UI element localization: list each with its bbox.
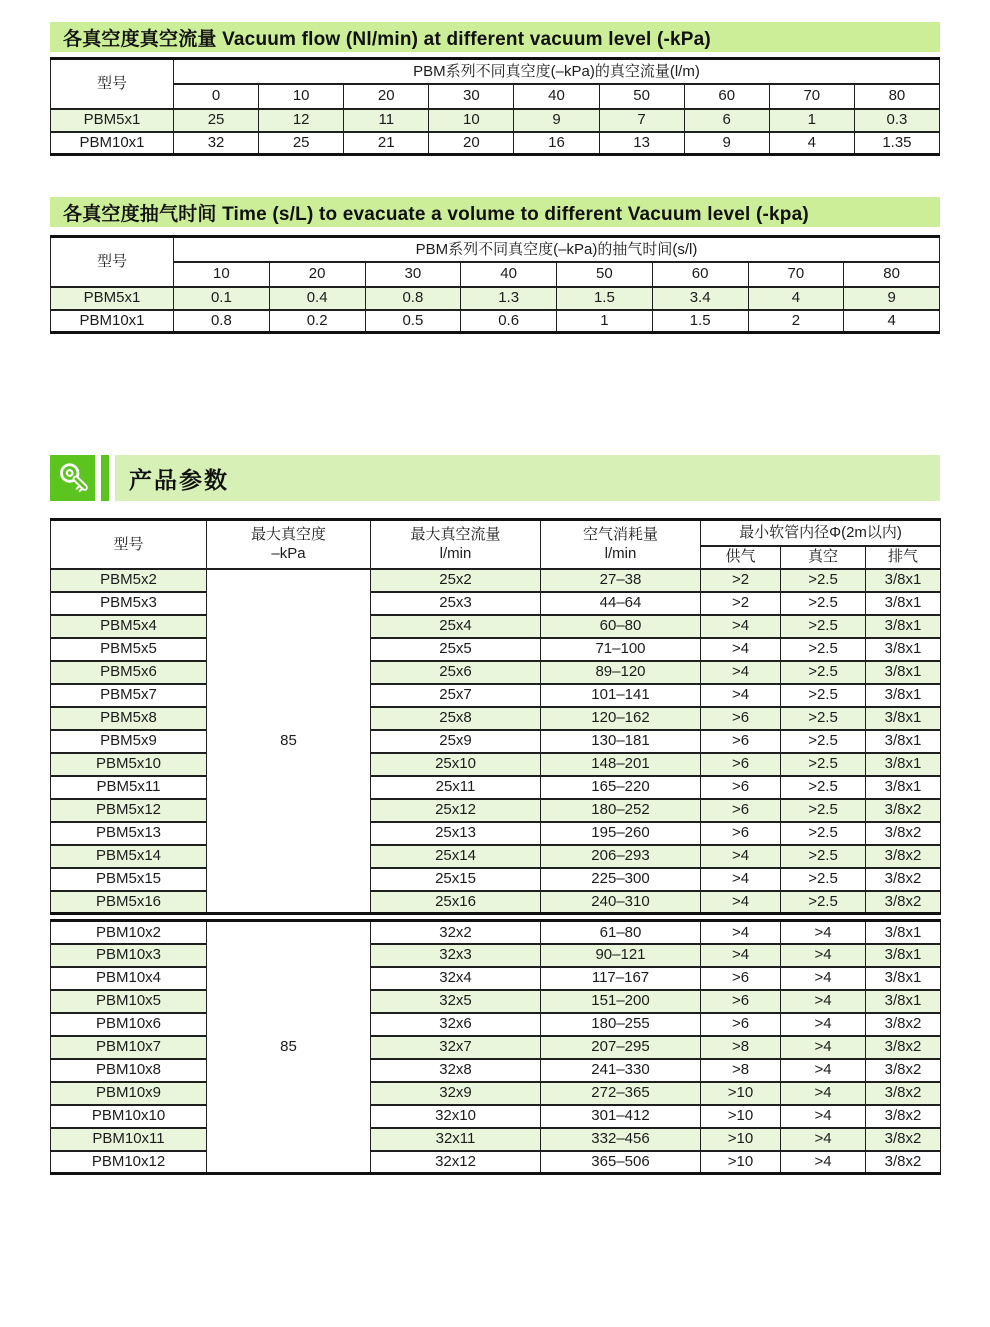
value-cell: >2.5 bbox=[781, 822, 866, 845]
vacuum-level-header: 40 bbox=[461, 262, 557, 287]
value-cell: >10 bbox=[701, 1105, 781, 1128]
value-cell: 0.8 bbox=[174, 310, 270, 333]
model-cell: PBM5x1 bbox=[51, 287, 174, 310]
value-cell: 32x12 bbox=[371, 1151, 541, 1174]
table-row bbox=[51, 753, 941, 776]
time-section-title: 各真空度抽气时间 Time (s/L) to evacuate a volume to different Vacuum level (-kpa) bbox=[50, 197, 940, 227]
value-cell: 6 bbox=[684, 109, 769, 132]
table-row bbox=[51, 967, 941, 990]
value-cell: 12 bbox=[259, 109, 344, 132]
value-cell: >2.5 bbox=[781, 684, 866, 707]
value-cell: 3/8x1 bbox=[866, 707, 941, 730]
value-cell: 272–365 bbox=[541, 1082, 701, 1105]
product-params-label-bar bbox=[115, 455, 940, 501]
value-cell: >6 bbox=[701, 1013, 781, 1036]
value-cell: >4 bbox=[781, 944, 866, 967]
table-row bbox=[51, 1105, 941, 1128]
value-cell: >6 bbox=[701, 730, 781, 753]
table-row bbox=[51, 638, 941, 661]
table-row bbox=[51, 891, 941, 914]
value-cell: 3/8x1 bbox=[866, 592, 941, 615]
value-cell: >2.5 bbox=[781, 661, 866, 684]
value-cell: 11 bbox=[344, 109, 429, 132]
value-cell: 3/8x1 bbox=[866, 569, 941, 592]
value-cell: >4 bbox=[701, 615, 781, 638]
value-cell: >4 bbox=[781, 1059, 866, 1082]
value-cell: >10 bbox=[701, 1128, 781, 1151]
value-cell: 3/8x1 bbox=[866, 661, 941, 684]
value-cell: 32x2 bbox=[371, 921, 541, 944]
vacuum-level-header: 70 bbox=[769, 84, 854, 109]
model-cell: PBM5x11 bbox=[51, 776, 207, 799]
value-cell: 0.1 bbox=[174, 287, 270, 310]
value-cell: 25x10 bbox=[371, 753, 541, 776]
value-cell: 25x11 bbox=[371, 776, 541, 799]
value-cell: 25x14 bbox=[371, 845, 541, 868]
value-cell: 20 bbox=[429, 132, 514, 155]
value-cell: >4 bbox=[781, 1082, 866, 1105]
value-cell: 3/8x1 bbox=[866, 921, 941, 944]
value-cell: >2.5 bbox=[781, 891, 866, 914]
model-cell: PBM5x8 bbox=[51, 707, 207, 730]
value-cell: 225–300 bbox=[541, 868, 701, 891]
model-cell: PBM5x12 bbox=[51, 799, 207, 822]
model-cell: PBM10x2 bbox=[51, 921, 207, 944]
value-cell: >2.5 bbox=[781, 592, 866, 615]
table-row bbox=[51, 1059, 941, 1082]
value-cell: >2.5 bbox=[781, 799, 866, 822]
value-cell: >6 bbox=[701, 799, 781, 822]
vacuum-level-header: 80 bbox=[854, 84, 939, 109]
value-cell: 4 bbox=[769, 132, 854, 155]
value-cell: 3/8x2 bbox=[866, 845, 941, 868]
value-cell: 89–120 bbox=[541, 661, 701, 684]
value-cell: 206–293 bbox=[541, 845, 701, 868]
value-cell: 25x6 bbox=[371, 661, 541, 684]
value-cell: 32x11 bbox=[371, 1128, 541, 1151]
value-cell: 32x10 bbox=[371, 1105, 541, 1128]
value-cell: >4 bbox=[701, 868, 781, 891]
value-cell: 9 bbox=[514, 109, 599, 132]
product-params-section-header bbox=[50, 455, 940, 501]
model-cell: PBM10x6 bbox=[51, 1013, 207, 1036]
model-cell: PBM5x9 bbox=[51, 730, 207, 753]
value-cell: 117–167 bbox=[541, 967, 701, 990]
vacuum-level-header: 20 bbox=[344, 84, 429, 109]
vacuum-level-header: 30 bbox=[429, 84, 514, 109]
value-cell: 21 bbox=[344, 132, 429, 155]
air-consumption-header: 空气消耗量 l/min bbox=[541, 520, 701, 569]
model-cell: PBM5x13 bbox=[51, 822, 207, 845]
product-params-title: 产品参数 bbox=[129, 466, 229, 493]
value-cell: >4 bbox=[701, 921, 781, 944]
value-cell: >4 bbox=[781, 1128, 866, 1151]
vacuum-level-header: 10 bbox=[174, 262, 270, 287]
table-row bbox=[51, 661, 941, 684]
value-cell: 25x15 bbox=[371, 868, 541, 891]
value-cell: >2.5 bbox=[781, 569, 866, 592]
value-cell: 3/8x2 bbox=[866, 1013, 941, 1036]
value-cell: 9 bbox=[844, 287, 940, 310]
value-cell: >4 bbox=[781, 1036, 866, 1059]
value-cell: >6 bbox=[701, 776, 781, 799]
value-cell: 3/8x1 bbox=[866, 615, 941, 638]
table-row bbox=[51, 799, 941, 822]
vacuum-level-header: 0 bbox=[174, 84, 259, 109]
model-column-header: 型号 bbox=[51, 59, 174, 109]
vacuum-level-header: 70 bbox=[748, 262, 844, 287]
divider-bar bbox=[101, 455, 109, 501]
value-cell: >4 bbox=[701, 684, 781, 707]
exhaust-header: 排气 bbox=[866, 546, 941, 569]
value-cell: 4 bbox=[844, 310, 940, 333]
value-cell: >6 bbox=[701, 753, 781, 776]
model-cell: PBM10x4 bbox=[51, 967, 207, 990]
value-cell: 3/8x2 bbox=[866, 1036, 941, 1059]
value-cell: 101–141 bbox=[541, 684, 701, 707]
value-cell: 32x8 bbox=[371, 1059, 541, 1082]
value-cell: >10 bbox=[701, 1082, 781, 1105]
flow-span-header: PBM系列不同真空度(–kPa)的真空流量(l/m) bbox=[174, 59, 940, 84]
value-cell: 3.4 bbox=[652, 287, 748, 310]
table-row bbox=[51, 684, 941, 707]
model-cell: PBM5x1 bbox=[51, 109, 174, 132]
value-cell: >4 bbox=[781, 1105, 866, 1128]
value-cell: 9 bbox=[684, 132, 769, 155]
value-cell: 2 bbox=[748, 310, 844, 333]
value-cell: 3/8x2 bbox=[866, 1128, 941, 1151]
value-cell: 207–295 bbox=[541, 1036, 701, 1059]
evacuation-time-table bbox=[50, 235, 940, 334]
value-cell: 1.3 bbox=[461, 287, 557, 310]
table-row bbox=[51, 776, 941, 799]
supply-header: 供气 bbox=[701, 546, 781, 569]
value-cell: 60–80 bbox=[541, 615, 701, 638]
model-cell: PBM5x15 bbox=[51, 868, 207, 891]
value-cell: 32 bbox=[174, 132, 259, 155]
value-cell: 1.35 bbox=[854, 132, 939, 155]
model-cell: PBM10x12 bbox=[51, 1151, 207, 1174]
value-cell: 3/8x2 bbox=[866, 891, 941, 914]
value-cell: >4 bbox=[781, 990, 866, 1013]
flow-section-title: 各真空度真空流量 Vacuum flow (Nl/min) at different vacuum level (-kPa) bbox=[50, 22, 940, 52]
value-cell: 25x13 bbox=[371, 822, 541, 845]
vacuum-header: 真空 bbox=[781, 546, 866, 569]
table-row bbox=[51, 707, 941, 730]
value-cell: 0.6 bbox=[461, 310, 557, 333]
value-cell: 32x3 bbox=[371, 944, 541, 967]
value-cell: 25x8 bbox=[371, 707, 541, 730]
model-cell: PBM10x1 bbox=[51, 310, 174, 333]
value-cell: >4 bbox=[701, 661, 781, 684]
value-cell: 1.5 bbox=[652, 310, 748, 333]
model-cell: PBM5x6 bbox=[51, 661, 207, 684]
table-row bbox=[51, 1036, 941, 1059]
value-cell: 16 bbox=[514, 132, 599, 155]
value-cell: 180–255 bbox=[541, 1013, 701, 1036]
value-cell: 25 bbox=[259, 132, 344, 155]
value-cell: 25x12 bbox=[371, 799, 541, 822]
vacuum-level-header: 50 bbox=[557, 262, 653, 287]
value-cell: >4 bbox=[701, 845, 781, 868]
value-cell: 3/8x1 bbox=[866, 990, 941, 1013]
value-cell: >2 bbox=[701, 592, 781, 615]
max-flow-header: 最大真空流量 l/min bbox=[371, 520, 541, 569]
value-cell: 332–456 bbox=[541, 1128, 701, 1151]
table-row bbox=[51, 822, 941, 845]
value-cell: >4 bbox=[781, 1151, 866, 1174]
value-cell: 32x6 bbox=[371, 1013, 541, 1036]
value-cell: 32x5 bbox=[371, 990, 541, 1013]
value-cell: >2.5 bbox=[781, 615, 866, 638]
max-vacuum-header: 最大真空度 –kPa bbox=[207, 520, 371, 569]
table-row bbox=[51, 132, 940, 155]
value-cell: 25x4 bbox=[371, 615, 541, 638]
model-cell: PBM5x14 bbox=[51, 845, 207, 868]
model-cell: PBM10x3 bbox=[51, 944, 207, 967]
value-cell: 0.2 bbox=[269, 310, 365, 333]
vacuum-level-header: 80 bbox=[844, 262, 940, 287]
value-cell: 0.5 bbox=[365, 310, 461, 333]
max-vacuum-merged-cell: 85 bbox=[207, 921, 371, 1174]
value-cell: 32x4 bbox=[371, 967, 541, 990]
value-cell: >6 bbox=[701, 990, 781, 1013]
model-cell: PBM10x9 bbox=[51, 1082, 207, 1105]
value-cell: 32x9 bbox=[371, 1082, 541, 1105]
value-cell: 25x9 bbox=[371, 730, 541, 753]
product-params-table bbox=[50, 518, 941, 1175]
value-cell: 3/8x1 bbox=[866, 944, 941, 967]
value-cell: 25x5 bbox=[371, 638, 541, 661]
value-cell: >2.5 bbox=[781, 776, 866, 799]
value-cell: 13 bbox=[599, 132, 684, 155]
model-cell: PBM10x5 bbox=[51, 990, 207, 1013]
table-row bbox=[51, 845, 941, 868]
value-cell: 3/8x2 bbox=[866, 1105, 941, 1128]
model-cell: PBM10x7 bbox=[51, 1036, 207, 1059]
value-cell: 3/8x2 bbox=[866, 799, 941, 822]
value-cell: 151–200 bbox=[541, 990, 701, 1013]
value-cell: >6 bbox=[701, 967, 781, 990]
value-cell: 10 bbox=[429, 109, 514, 132]
value-cell: 27–38 bbox=[541, 569, 701, 592]
value-cell: 3/8x2 bbox=[866, 1151, 941, 1174]
value-cell: 3/8x1 bbox=[866, 730, 941, 753]
model-cell: PBM5x16 bbox=[51, 891, 207, 914]
table-row bbox=[51, 944, 941, 967]
value-cell: >4 bbox=[701, 638, 781, 661]
value-cell: 90–121 bbox=[541, 944, 701, 967]
vacuum-level-header: 50 bbox=[599, 84, 684, 109]
value-cell: 0.4 bbox=[269, 287, 365, 310]
value-cell: 61–80 bbox=[541, 921, 701, 944]
table-row bbox=[51, 615, 941, 638]
value-cell: >2.5 bbox=[781, 845, 866, 868]
value-cell: 365–506 bbox=[541, 1151, 701, 1174]
value-cell: 7 bbox=[599, 109, 684, 132]
vacuum-level-header: 10 bbox=[259, 84, 344, 109]
value-cell: >2.5 bbox=[781, 638, 866, 661]
value-cell: >2.5 bbox=[781, 868, 866, 891]
value-cell: 1 bbox=[557, 310, 653, 333]
value-cell: 130–181 bbox=[541, 730, 701, 753]
table-row bbox=[51, 569, 941, 592]
key-icon bbox=[50, 455, 95, 501]
table-row bbox=[51, 1082, 941, 1105]
table-row bbox=[51, 921, 941, 944]
value-cell: 25x7 bbox=[371, 684, 541, 707]
value-cell: 3/8x1 bbox=[866, 684, 941, 707]
value-cell: 3/8x1 bbox=[866, 753, 941, 776]
table-row bbox=[51, 990, 941, 1013]
value-cell: >2.5 bbox=[781, 730, 866, 753]
value-cell: >6 bbox=[701, 822, 781, 845]
value-cell: 1.5 bbox=[557, 287, 653, 310]
value-cell: 3/8x2 bbox=[866, 868, 941, 891]
value-cell: >6 bbox=[701, 707, 781, 730]
model-column-header: 型号 bbox=[51, 237, 174, 287]
vacuum-level-header: 20 bbox=[269, 262, 365, 287]
value-cell: >4 bbox=[701, 891, 781, 914]
table-row bbox=[51, 310, 940, 333]
value-cell: 3/8x2 bbox=[866, 822, 941, 845]
value-cell: >4 bbox=[701, 944, 781, 967]
max-vacuum-merged-cell: 85 bbox=[207, 569, 371, 914]
vacuum-level-header-row bbox=[51, 262, 940, 287]
model-cell: PBM5x7 bbox=[51, 684, 207, 707]
table-row bbox=[51, 868, 941, 891]
model-cell: PBM5x10 bbox=[51, 753, 207, 776]
value-cell: >4 bbox=[781, 1013, 866, 1036]
value-cell: 148–201 bbox=[541, 753, 701, 776]
vacuum-level-header: 40 bbox=[514, 84, 599, 109]
value-cell: 25x3 bbox=[371, 592, 541, 615]
value-cell: 301–412 bbox=[541, 1105, 701, 1128]
value-cell: >2.5 bbox=[781, 753, 866, 776]
value-cell: 120–162 bbox=[541, 707, 701, 730]
value-cell: 3/8x2 bbox=[866, 1082, 941, 1105]
table-row bbox=[51, 109, 940, 132]
value-cell: 180–252 bbox=[541, 799, 701, 822]
value-cell: >10 bbox=[701, 1151, 781, 1174]
value-cell: 0.3 bbox=[854, 109, 939, 132]
value-cell: 25x16 bbox=[371, 891, 541, 914]
value-cell: 241–330 bbox=[541, 1059, 701, 1082]
value-cell: >8 bbox=[701, 1059, 781, 1082]
vacuum-level-header: 60 bbox=[652, 262, 748, 287]
value-cell: 25 bbox=[174, 109, 259, 132]
model-cell: PBM5x3 bbox=[51, 592, 207, 615]
table-row bbox=[51, 592, 941, 615]
vacuum-level-header: 60 bbox=[684, 84, 769, 109]
vacuum-level-header: 30 bbox=[365, 262, 461, 287]
min-hose-header: 最小软管内径Φ(2m以内) bbox=[701, 520, 941, 546]
table-row bbox=[51, 730, 941, 753]
model-cell: PBM10x1 bbox=[51, 132, 174, 155]
value-cell: >8 bbox=[701, 1036, 781, 1059]
value-cell: >4 bbox=[781, 967, 866, 990]
vacuum-level-header-row bbox=[51, 84, 940, 109]
value-cell: >2.5 bbox=[781, 707, 866, 730]
value-cell: 25x2 bbox=[371, 569, 541, 592]
value-cell: >4 bbox=[781, 921, 866, 944]
value-cell: 3/8x2 bbox=[866, 1059, 941, 1082]
value-cell: 4 bbox=[748, 287, 844, 310]
value-cell: 3/8x1 bbox=[866, 967, 941, 990]
value-cell: 240–310 bbox=[541, 891, 701, 914]
model-cell: PBM10x8 bbox=[51, 1059, 207, 1082]
value-cell: 1 bbox=[769, 109, 854, 132]
value-cell: 0.8 bbox=[365, 287, 461, 310]
table-row bbox=[51, 1151, 941, 1174]
model-cell: PBM5x2 bbox=[51, 569, 207, 592]
value-cell: 3/8x1 bbox=[866, 776, 941, 799]
value-cell: 195–260 bbox=[541, 822, 701, 845]
value-cell: 32x7 bbox=[371, 1036, 541, 1059]
table-row bbox=[51, 1128, 941, 1151]
model-cell: PBM10x11 bbox=[51, 1128, 207, 1151]
model-cell: PBM5x5 bbox=[51, 638, 207, 661]
value-cell: 3/8x1 bbox=[866, 638, 941, 661]
value-cell: 71–100 bbox=[541, 638, 701, 661]
value-cell: 44–64 bbox=[541, 592, 701, 615]
model-column-header: 型号 bbox=[51, 520, 207, 569]
value-cell: >2 bbox=[701, 569, 781, 592]
vacuum-flow-table bbox=[50, 57, 940, 156]
value-cell: 165–220 bbox=[541, 776, 701, 799]
table-row bbox=[51, 1013, 941, 1036]
model-cell: PBM10x10 bbox=[51, 1105, 207, 1128]
time-span-header: PBM系列不同真空度(–kPa)的抽气时间(s/l) bbox=[174, 237, 940, 262]
table-row bbox=[51, 287, 940, 310]
model-cell: PBM5x4 bbox=[51, 615, 207, 638]
